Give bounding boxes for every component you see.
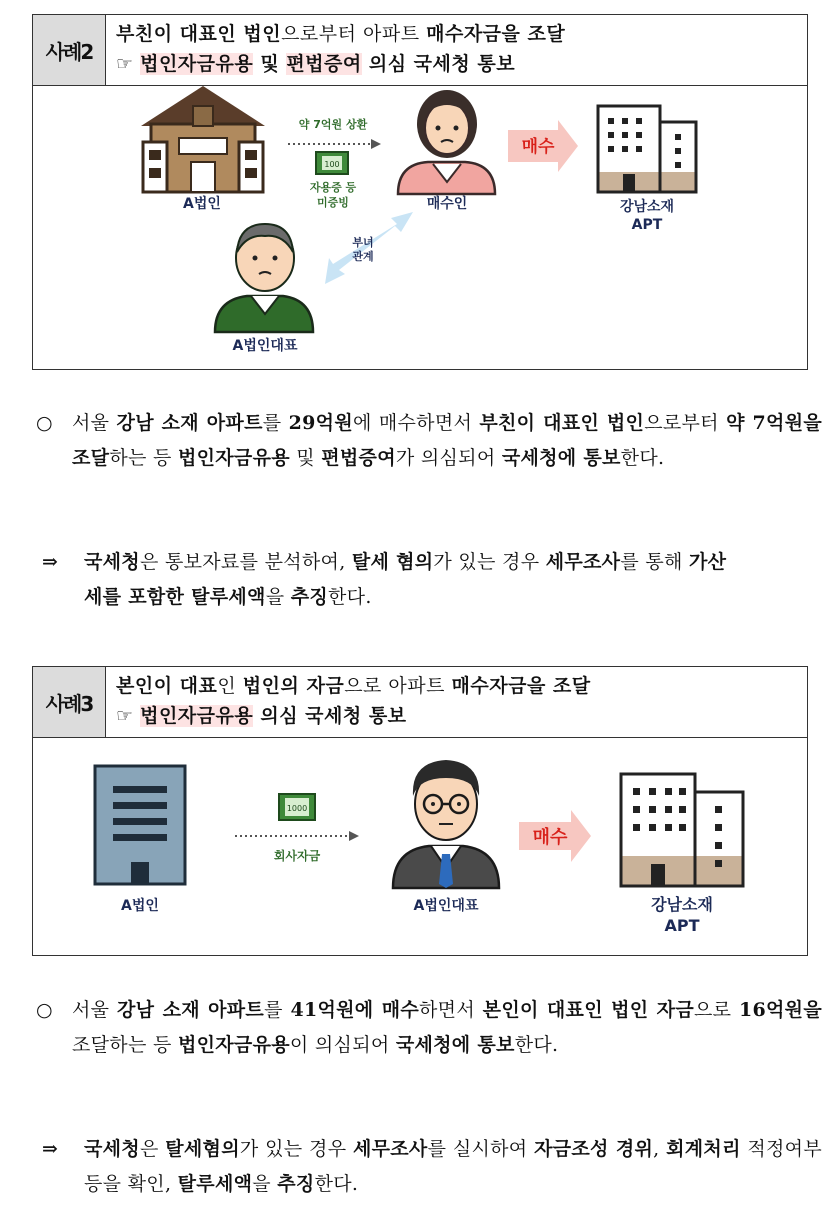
case3-title — [106, 667, 601, 737]
circle-bullet-icon: ○ — [36, 412, 53, 434]
implies-arrow-icon: ⇒ — [42, 1138, 59, 1160]
money-icon — [279, 794, 315, 820]
case2-paragraph: ○ 서울 강남 소재 아파트를 29억원에 매수하면서 부친이 대표인 법인으로부터 약 7억원을 조달하는 등 법인자금유용 및 편법증여가 의심되어 국세청에 통보한다. — [36, 406, 822, 476]
pointing-hand-icon: ☞ — [116, 705, 134, 727]
case2-label: 사례2 — [33, 15, 106, 85]
case2-buyer-label: 매수인 — [426, 196, 468, 212]
apartment-icon — [621, 774, 743, 886]
case3-diagram-svg — [33, 738, 806, 954]
case3-title-line1: 본인이 대표인 법인의 자금으로 아파트 매수자금을 조달 — [116, 675, 591, 697]
case3-rep-label: A법인대표 — [413, 898, 479, 914]
case3-apt-label-2: APT — [664, 916, 700, 935]
case3-box — [32, 666, 808, 956]
case3-result: ⇒ 국세청은 탈세혐의가 있는 경우 세무조사를 실시하여 자금조성 경위, 회계처리 적정여부 등을 확인, 탈루세액을 추징한다. — [42, 1132, 822, 1202]
dotted-arrow-icon — [235, 831, 359, 841]
case2-title-line1: 부친이 대표인 법인으로부터 아파트 매수자금을 조달 — [116, 23, 566, 45]
dotted-arrow-icon — [288, 139, 381, 149]
case3-header — [33, 667, 807, 738]
representative-glasses-icon — [393, 760, 499, 888]
case2-relation-1: 부녀 — [352, 236, 374, 249]
case2-diagram — [33, 86, 807, 372]
representative-father-icon — [215, 224, 313, 332]
case2-title-line2: ☞ 법인자금유용 및 편법증여 의심 국세청 통보 — [116, 53, 516, 75]
case3-fund-label: 회사자금 — [273, 849, 321, 863]
case3-label: 사례3 — [33, 667, 106, 737]
circle-bullet-icon: ○ — [36, 999, 53, 1021]
case2-result: ⇒ 국세청은 통보자료를 분석하여, 탈세 혐의가 있는 경우 세무조사를 통해 가산세를 포함한 탈루세액을 추징한다. — [42, 545, 742, 615]
implies-arrow-icon: ⇒ — [42, 551, 59, 573]
pointing-hand-icon: ☞ — [116, 53, 134, 75]
corporation-building-icon — [141, 86, 265, 192]
case3-diagram — [33, 738, 807, 958]
case3-corp-label: A법인 — [121, 898, 159, 914]
case2-relation-2: 관계 — [352, 250, 374, 263]
svg-text:1000: 1000 — [286, 804, 308, 813]
case2-rep-label: A법인대표 — [232, 338, 298, 354]
money-icon — [316, 152, 348, 174]
case2-header — [33, 15, 807, 86]
apartment-icon — [598, 106, 696, 192]
svg-text:100: 100 — [324, 160, 340, 169]
case2-box — [32, 14, 808, 370]
case2-diagram-svg — [33, 86, 806, 368]
case2-apt-label-1: 강남소재 — [619, 199, 675, 215]
case3-paragraph: ○ 서울 강남 소재 아파트를 41억원에 매수하면서 본인이 대표인 법인 자금으로 16억원을 조달하는 등 법인자금유용이 의심되어 국세청에 통보한다. — [36, 993, 822, 1063]
case2-corp-label: A법인 — [183, 196, 221, 212]
case3-title-line2: ☞ 법인자금유용 의심 국세청 통보 — [116, 705, 407, 727]
case2-buy-tag: 매수 — [521, 137, 555, 157]
case3-buy-tag: 매수 — [532, 827, 568, 848]
buyer-woman-icon — [398, 90, 495, 194]
case2-evidence-label-2: 미증빙 — [317, 196, 349, 209]
case2-amount-label: 약 7억원 상환 — [298, 118, 368, 131]
case2-evidence-label-1: 자용증 등 — [309, 181, 357, 194]
case2-title — [106, 15, 575, 85]
case3-apt-label-1: 강남소재 — [651, 895, 713, 914]
case2-apt-label-2: APT — [631, 217, 663, 233]
office-building-icon — [95, 766, 185, 884]
